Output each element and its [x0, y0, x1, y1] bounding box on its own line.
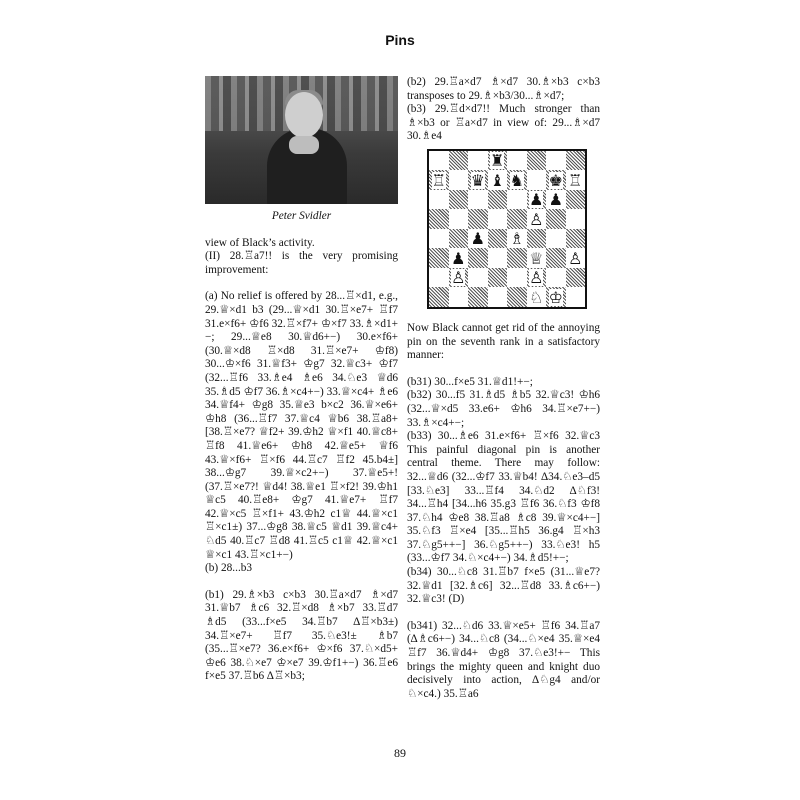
board-square	[429, 209, 449, 229]
paragraph: view of Black’s activity.	[205, 236, 315, 249]
paragraph: (b34) 30...♘c8 31.♖b7 f×e5 (31...♕e7? 32.♕d1 [32.♗c6] 32...♖d8 33.♗c6+−) 32.♕c3! (D)	[407, 566, 600, 606]
board-square	[449, 190, 469, 210]
board-square	[488, 190, 508, 210]
paragraph: (b31) 30...f×e5 31.♕d1!+−;	[407, 375, 533, 388]
chess-piece: ♘	[529, 287, 544, 307]
board-square	[429, 229, 449, 249]
chess-piece: ♖	[431, 170, 446, 190]
chess-diagram	[427, 149, 587, 309]
board-square	[527, 170, 547, 190]
chess-piece: ♗	[509, 229, 524, 249]
chess-piece: ♛	[470, 170, 485, 190]
board-square	[449, 209, 469, 229]
board-square	[507, 268, 527, 288]
chess-piece: ♕	[529, 248, 544, 268]
board-square	[449, 287, 469, 307]
paragraph: (b1) 29.♗×b3 c×b3 30.♖a×d7 ♗×d7 31.♕b7 ♗c6 32.♖×d8 ♗×b7 33.♖d7 ♗d5 (33...f×e5 34.♖b7 ∆♖×b3±) 34.♖×e7+ ♖f7 35.♘e3!± ♗b7 (35...♖×e7? 36.e×f6+ ♔×f6 37.♘×d5+ ♔e6 38.♘×e7 ♔×e7 39.♔f1+−) 36.♖e6 f×e5 37.♖b6 ∆♖×b3;	[205, 588, 398, 683]
paragraph: (II) 28.♖a7!! is the very promising improvement:	[205, 250, 398, 276]
board-square	[468, 287, 488, 307]
chess-piece: ♟	[529, 190, 544, 210]
paragraph: (b32) 30...f5 31.♗d5 ♗b5 32.♕c3! ♔h6 (32...♕×d5 33.e6+ ♔h6 34.♖×e7+−) 33.♗×c4+−;	[407, 389, 600, 429]
board-square	[546, 209, 566, 229]
board-square	[488, 209, 508, 229]
chess-piece: ♝	[490, 170, 505, 190]
board-square	[546, 151, 566, 171]
chess-piece: ♟	[548, 190, 563, 210]
board-square	[488, 268, 508, 288]
chess-piece: ♙	[529, 268, 544, 288]
board-square	[566, 229, 586, 249]
board-square	[468, 209, 488, 229]
board-square	[429, 190, 449, 210]
chess-piece: ♞	[509, 170, 524, 190]
board-square	[429, 151, 449, 171]
chess-piece: ♟	[451, 248, 466, 268]
board-square	[468, 151, 488, 171]
chess-piece: ♜	[490, 151, 505, 171]
chess-piece: ♙	[529, 209, 544, 229]
board-square	[507, 151, 527, 171]
chess-piece: ♔	[548, 287, 563, 307]
board-square	[488, 248, 508, 268]
chess-piece: ♚	[548, 170, 563, 190]
board-square	[507, 190, 527, 210]
paragraph: (b3) 29.♖d×d7!! Much stronger than ♗×b3 or ♖a×d7 in view of: 29...♗×d7 30.♗e4	[407, 103, 600, 143]
board-square	[566, 268, 586, 288]
page-number: 89	[394, 746, 406, 760]
board-square	[429, 268, 449, 288]
paragraph: (b341) 32...♘d6 33.♕×e5+ ♖f6 34.♖a7 (∆♗c6+−) 34...♘c8 (34...♘×e4 35.♕×e4 ♖f7 36.♕d4+ ♔g8 37.♘e3!+− This brings the mighty queen and knight duo decisively into action, ∆♘g4 and/or ♘×c4.) 35.♖a6	[407, 619, 600, 700]
board-square	[429, 287, 449, 307]
right-column	[407, 76, 600, 701]
board-square	[527, 151, 547, 171]
paragraph: (b33) 30...♗e6 31.e×f6+ ♖×f6 32.♕c3 This painful diagonal pin is another central theme. There may follow: 32...♕d6 (32...♔f7 33.♕b4! ∆34.♘e3–d5 [33.♘e3] 33...♖f4 34.♘d2 ∆♘f3! 34...♖h4 [34...h6 35.g3 ♖f6 36.♘f3 ♔f8 37.♘h4 ♔e8 38.♖a8 ♗c8 39.♕×c4+−] 35.♘f3 ♖×e4 [35...♖h5 36.g4 ♖×h3 37.♘g5++−] 36.♘g5++−) 33.♘e3! h5 (33...♔f7 34.♘×c4+−) 34.♗d5!+−;	[407, 430, 600, 565]
board-square	[546, 248, 566, 268]
player-photo	[205, 76, 398, 204]
chess-piece: ♟	[470, 229, 485, 249]
board-square	[468, 190, 488, 210]
left-column	[205, 76, 398, 684]
board-square	[566, 190, 586, 210]
board-square	[507, 209, 527, 229]
paragraph: (b2) 29.♖a×d7 ♗×d7 30.♗×b3 c×b3 transposes to 29.♗×b3/30...♗×d7;	[407, 76, 600, 102]
board-square	[566, 209, 586, 229]
board-square	[527, 229, 547, 249]
board-square	[449, 151, 469, 171]
board-square	[488, 287, 508, 307]
paragraph: Now Black cannot get rid of the annoying pin on the seventh rank in a satisfactory manner:	[407, 321, 600, 362]
board-square	[449, 229, 469, 249]
photo-caption: Peter Svidler	[271, 210, 332, 222]
board-square	[468, 248, 488, 268]
board-square	[546, 229, 566, 249]
page-header: Pins	[385, 32, 415, 48]
board-square	[429, 248, 449, 268]
chess-piece: ♖	[568, 170, 583, 190]
paragraph: (a) No relief is offered by 28...♖×d1, e.g., 29.♕×d1 b3 (29...♕×d1 30.♖×e7+ ♖f7 31.e×f6+ ♔f6 32.♖×f7+ ♔×f7 33.♗×d1+−; 29...♕e8 30.♕d6+−) 30.e×f6+ (30.♕×d8 ♖×d8 31.♖×e7+ ♔f8) 30...♔×f6 31.♕f3+ ♔g7 32.♕c3+ ♔f7 (32...♖f6 33.♗e4 ♗e6 34.♘e3 ♕d6 35.♗d5 ♔f7 36.♗×c4+−) 33.♕×c4+ ♗e6 34.♕f4+ ♔g8 35.♕e3 b×c2 36.♕×e6+ ♔h8 (36...♖f7 37.♕c4 ♕b6 38.♖a8+ [38.♖×e7? ♕f2+ 39.♔h2 ♕×f1 40.♕c8+ ♖f8 41.♕e6+ ♔h8 42.♕e5+ ♕f6 43.♕×f6+ ♖×f6 44.♖c7 ♖f2 45.b4±] 38...♔g7 39.♕×c2+−) 37.♕e5+! (37.♖×e7?! ♕d4! 38.♕e1 ♖×f2! 39.♔h1 ♕c5 40.♖e8+ ♔g7 41.♕e7+ ♖f7 42.♕×c5 ♖×f1+ 43.♔h2 c1♕ 44.♕×c1 ♖×c1±) 37...♔g8 38.♕c5 ♕d1 39.♕c4+ ♘d5 40.♖c7 ♖d8 41.♖c5 c1♕ 42.♕×c1 ♕×c1 43.♖×c1+−)	[205, 290, 398, 561]
paragraph: (b) 28...b3	[205, 562, 253, 575]
board-square	[507, 287, 527, 307]
board-square	[449, 170, 469, 190]
chess-piece: ♙	[451, 268, 466, 288]
board-square	[488, 229, 508, 249]
board-square	[566, 287, 586, 307]
board-square	[468, 268, 488, 288]
board-square	[507, 248, 527, 268]
chess-piece: ♙	[568, 248, 583, 268]
board-square	[546, 268, 566, 288]
board-square	[566, 151, 586, 171]
